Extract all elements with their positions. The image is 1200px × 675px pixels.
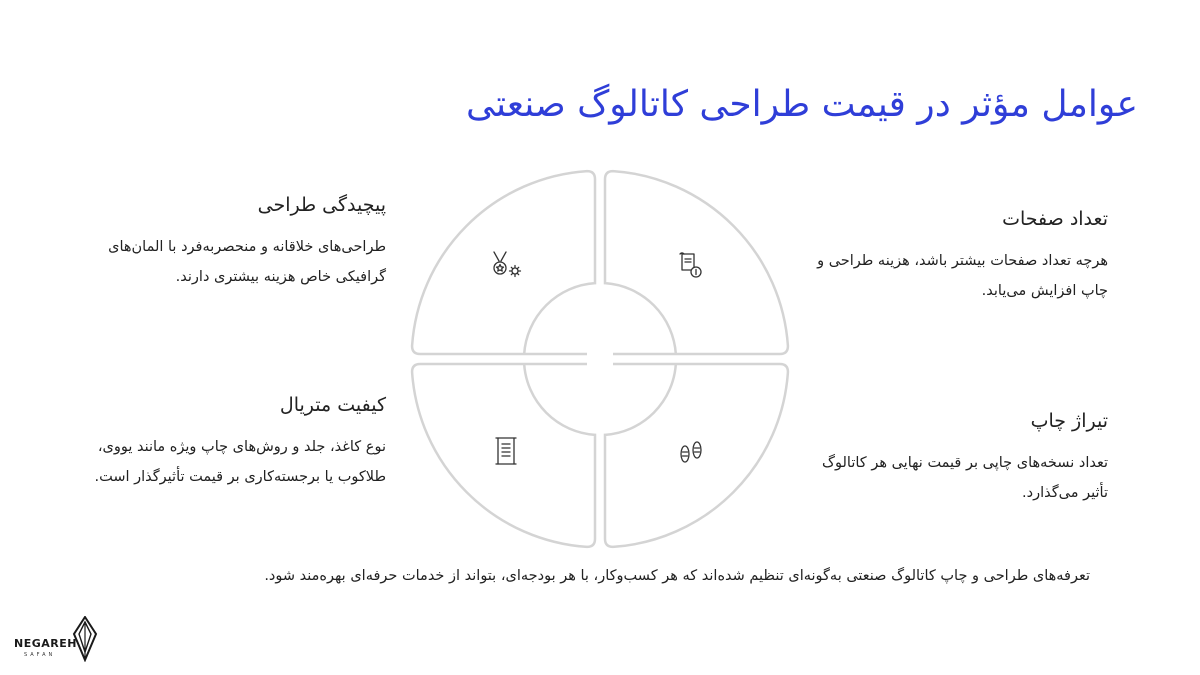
logo-subtitle: SAFAN <box>24 652 56 658</box>
leaf-logo-icon <box>72 616 98 662</box>
factor-bottom-right <box>808 410 1108 508</box>
factor-title: تعداد صفحات <box>1002 208 1108 230</box>
segment-bottom-right <box>605 364 788 547</box>
factor-description: نوع کاغذ، جلد و روش‌های چاپ ویژه مانند یووی، طلاکوب یا برجسته‌کاری بر قیمت تأثیرگذار است. <box>94 439 386 485</box>
page-title: عوامل مؤثر در قیمت طراحی کاتالوگ صنعتی <box>465 84 1138 125</box>
brand-logo <box>14 616 100 664</box>
factor-title: کیفیت متریال <box>279 394 386 416</box>
factor-top-right <box>808 208 1108 306</box>
factor-description: هرچه تعداد صفحات بیشتر باشد، هزینه طراحی و چاپ افزایش می‌یابد. <box>817 253 1108 299</box>
logo-wordmark: NEGAREH <box>14 637 77 650</box>
segment-top-right <box>605 171 788 354</box>
factor-title: تیراژ چاپ <box>1030 410 1108 432</box>
factor-bottom-left <box>80 394 386 492</box>
factor-description: تعداد نسخه‌های چاپی بر قیمت نهایی هر کاتالوگ تأثیر می‌گذارد. <box>822 455 1108 501</box>
factor-description: طراحی‌های خلاقانه و منحصربه‌فرد با المان‌های گرافیکی خاص هزینه بیشتری دارند. <box>108 239 386 285</box>
factor-title: پیچیدگی طراحی <box>257 194 386 216</box>
footer-note: تعرفه‌های طراحی و چاپ کاتالوگ صنعتی به‌گونه‌ای تنظیم شده‌اند که هر کسب‌وکار، با هر بودجه‌ای، بتواند از خدمات حرفه‌ای بهره‌مند شود. <box>264 568 1090 584</box>
factor-top-left <box>80 194 386 292</box>
